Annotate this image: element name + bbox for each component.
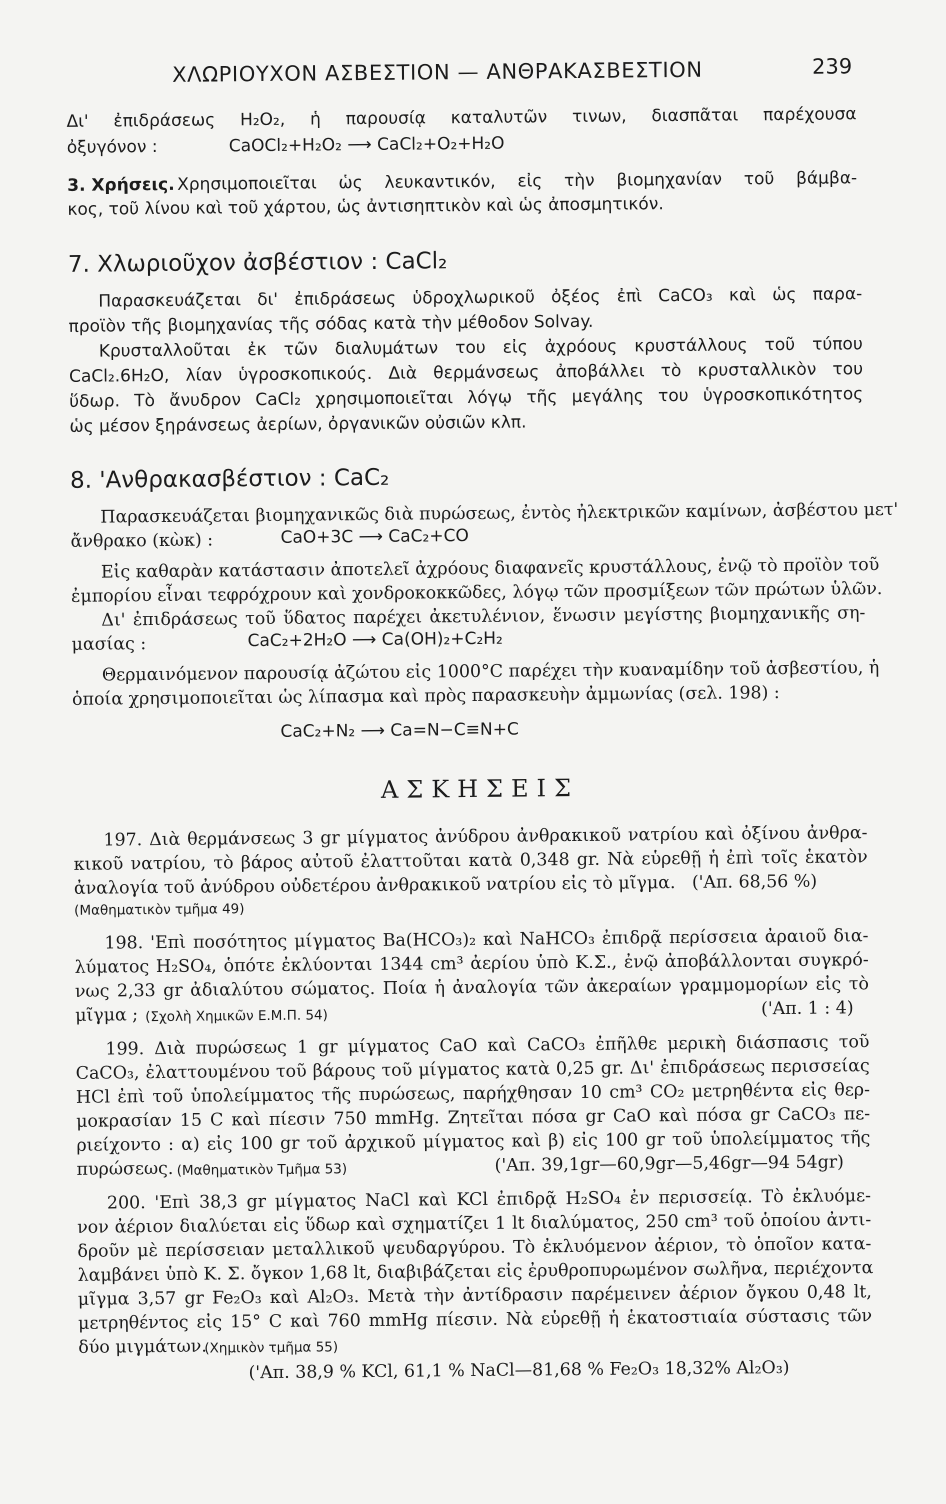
exercise-200-line: νον ἀέριον διαλύεται εἰς ὕδωρ καὶ σχηματίζει 1 lt διαλύματος, 250 cm³ τοῦ ὁποίου ἀντι-: [77, 1210, 872, 1238]
exercises-heading: ΑΣΚΗΣΕΙΣ: [380, 773, 580, 804]
exercise-197-line: ἀναλογία τοῦ ἀνύδρου οὐδετέρου ἀνθρακικοῦ νατρίου εἰς τὸ μῖγμα.: [73, 873, 676, 899]
running-header: ΧΛΩΡΙΟΥΧΟΝ ΑΣΒΕΣΤΙΟΝ — ΑΝΘΡΑΚΑΣΒΕΣΤΙΟΝ: [172, 57, 703, 87]
equation-cyanamide: CaC₂+N₂ ⟶ Ca=N−C≡N+C: [280, 719, 519, 742]
intro-line-2-text: ὀξυγόνον :: [66, 137, 158, 158]
equation-acetylene: CaC₂+2H₂O ⟶ Ca(OH)₂+C₂H₂: [247, 628, 503, 652]
section-8-p3-line-1: Δι' ἐπιδράσεως τοῦ ὕδατος παρέχει ἀκετυλένιον, ἕνωσιν μεγίστης βιομηχανικῆς ση-: [101, 603, 866, 631]
section-8-p1-line-2-text: ἄνθρακο (κὼκ) :: [70, 530, 214, 552]
section-8-p3-line-2-text: μασίας :: [71, 634, 147, 655]
exercise-198-source: (Σχολὴ Χημικῶν Ε.Μ.Π. 54): [145, 1007, 328, 1026]
section-8-p4-line-1: Θερμαινόμενον παρουσίᾳ ἀζώτου εἰς 1000°C παρέχει τὴν κυαναμίδην τοῦ ἀσβεστίου, ἡ: [101, 658, 880, 686]
section-7-line: CaCl₂.6H₂O, λίαν ὑγροσκοπικούς. Διὰ θερμάνσεως ἀποβάλλει τὸ κρυσταλλικὸν του: [68, 359, 864, 387]
exercise-197-line: κικοῦ νατρίου, τὸ βάρος αὐτοῦ ἐλαττοῦται κατὰ 0,348 gr. Νὰ εὑρεθῇ ἡ ἐπὶ τοῖς ἑκατὸν: [73, 847, 868, 875]
section-7-line: Κρυσταλλοῦται ἐκ τῶν διαλυμάτων του εἰς ἀχρόους κρυστάλλους τοῦ τύπου: [98, 334, 863, 362]
section-7-line: Παρασκευάζεται δι' ἐπιδράσεως ὑδροχλωρικοῦ ὀξέος ἐπὶ CaCO₃ καὶ ὡς παρα-: [98, 284, 863, 312]
section-7-line: ὡς μέσον ξηράνσεως ἀερίων, ὀργανικῶν οὐσιῶν κλπ.: [69, 412, 527, 437]
section-7-line: προϊὸν τῆς βιομηχανίας τῆς σόδας κατὰ τὴν μέθοδον Solvay.: [68, 311, 594, 337]
exercise-200-line: μετρηθέντος εἰς 15° C καὶ 760 mmHg πίεσιν. Νὰ εὑρεθῇ ἡ ἑκατοστιαία σύστασις τῶν: [78, 1306, 873, 1334]
section-8-p1-line-1: Παρασκευάζεται βιομηχανικῶς διὰ πυρώσεως, ἐντὸς ἠλεκτρικῶν καμίνων, ἀσβέστου μετ': [100, 499, 899, 528]
section-8-heading: 8. 'Ανθρακασβέστιον : CaC₂: [69, 464, 390, 494]
section-8-p2-line-1: Εἰς καθαρὰν κατάστασιν ἀποτελεῖ ἀχρόους διαφανεῖς κρυστάλλους, ἐνῷ τὸ προϊὸν τοῦ: [100, 555, 880, 583]
intro-equation: CaOCl₂+H₂O₂ ⟶ CaCl₂+O₂+H₂O: [228, 133, 505, 157]
exercise-200-source: (Χημικὸν τμῆμα 55): [204, 1339, 339, 1357]
exercise-199-line: CaCO₃, ἐλαττουμένου τοῦ βάρους τοῦ μίγματος κατὰ 0,25 gr. Δι' ἐπιδράσεως περισσείας: [75, 1056, 870, 1084]
exercise-198-line: 198. 'Επὶ ποσότητος μίγματος Ba(HCO₃)₂ καὶ NaHCO₃ ἐπιδρᾷ περίσσεια ἀραιοῦ δια-: [104, 926, 869, 954]
exercise-198-answer: ('Απ. 1 : 4): [761, 998, 854, 1020]
exercise-199-line: μοκρασίαν 15 C καὶ πίεσιν 750 mmHg. Ζητεῖται πόσα gr CaO καὶ πόσα gr CaCO₃ πε-: [76, 1104, 871, 1132]
equation-cac2-synthesis: CaO+3C ⟶ CaC₂+CO: [280, 526, 469, 548]
exercise-199-answer: ('Απ. 39,1gr—60,9gr—5,46gr—94 54gr): [494, 1152, 845, 1176]
exercise-200-answer: ('Απ. 38,9 % KCl, 61,1 % NaCl—81,68 % Fe₂O₃ 18,32% Al₂O₃): [248, 1357, 790, 1384]
exercise-198-line: μῖγμα ;: [75, 1005, 139, 1026]
section-8-p4-line-2: ὁποία χρησιμοποιεῖται ὡς λίπασμα καὶ πρὸς παρασκευὴν ἀμμωνίας (σελ. 198) :: [72, 683, 780, 710]
exercise-197-source: (Μαθηματικὸν τμῆμα 49): [74, 901, 245, 919]
exercise-200-line: δροῦν μὲ περίσσειαν μεταλλικοῦ ψευδαργύρου. Τὸ ἐκλυόμενον ἀέριον, τὸ ὁποῖον κατα-: [77, 1234, 872, 1262]
exercise-199-source: (Μαθηματικὸν Τμῆμα 53): [176, 1161, 348, 1179]
exercise-197-line: 197. Διὰ θερμάνσεως 3 gr μίγματος ἀνύδρου ἀνθρακικοῦ νατρίου καὶ ὀξίνου ἀνθρα-: [103, 823, 868, 851]
exercise-198-line: λύματος H₂SO₄, ὁπότε ἐκλύονται 1344 cm³ ἀερίου ὑπὸ Κ.Σ., ἐνῷ ἀποβάλλονται συγκρό-: [74, 950, 869, 978]
exercise-198-line: νως 2,33 gr ἀδιαλύτου σώματος. Ποία ἡ ἀναλογία τῶν ἀκεραίων γραμμομορίων εἰς τὸ: [74, 974, 869, 1002]
exercise-200-line: λαμβάνει ὑπὸ Κ. Σ. ὄγκον 1,68 lt, διαβιβάζεται εἰς ἐρυθροπυρωμένον σωλῆνα, περιέχοντα: [77, 1258, 874, 1286]
uses-label: 3. Χρήσεις.: [67, 174, 175, 196]
exercise-199-line: HCl ἐπὶ τοῦ ὑπολείμματος τῆς πυρώσεως, παρήχθησαν 10 cm³ CO₂ μετρηθέντα εἰς θερ-: [75, 1080, 871, 1108]
uses-line-1: Χρησιμοποιεῖται ὡς λευκαντικόν, εἰς τὴν βιομηχανίαν τοῦ βάμβα-: [177, 168, 858, 195]
section-7-heading: 7. Χλωριοῦχον ἀσβέστιον : CaCl₂: [67, 248, 448, 278]
exercise-200-line: μῖγμα 3,57 gr Fe₂O₃ καὶ Al₂O₃. Μετὰ τὴν ἀντίδρασιν παρέμεινεν ἀέριον ὄγκου 0,48 lt,: [77, 1282, 872, 1310]
exercise-199-line: ριείχοντο : α) εἰς 100 gr τοῦ ἀρχικοῦ μίγματος καὶ β) εἰς 100 gr τοῦ ὑπολείμματος τῆς: [76, 1128, 871, 1156]
exercise-199-line: 199. Διὰ πυρώσεως 1 gr μίγματος CaO καὶ CaCO₃ ἐπῆλθε μερικὴ διάσπασις τοῦ: [105, 1032, 870, 1060]
section-8-p2-line-2: ἐμπορίου εἶναι τεφρόχρουν καὶ χονδροκοκκῶδες, λόγῳ τῶν προσμίξεων τῶν πρώτων ὑλῶν.: [71, 579, 883, 607]
uses-line-2: κος, τοῦ λίνου καὶ τοῦ χάρτου, ὡς ἀντισηπτικὸν καὶ ὡς ἀποσμητικόν.: [67, 194, 664, 220]
exercise-200-line: δύο μιγμάτων.: [78, 1336, 207, 1358]
exercise-200-line: 200. 'Επὶ 38,3 gr μίγματος NaCl καὶ KCl ἐπιδρᾷ H₂SO₄ ἐν περισσείᾳ. Τὸ ἐκλυόμε-: [106, 1186, 872, 1214]
exercise-199-line: πυρώσεως.: [76, 1158, 174, 1180]
section-7-line: ὕδωρ. Τὸ ἄνυδρον CaCl₂ χρησιμοποιεῖται λόγῳ τῆς μεγάλης του ὑγροσκοπικότητος: [69, 384, 864, 412]
intro-line-1: Δι' ἐπιδράσεως H₂O₂, ἡ παρουσίᾳ καταλυτῶν τινων, διασπᾶται παρέχουσα: [66, 104, 857, 132]
page-number: 239: [811, 54, 853, 79]
exercise-197-answer: ('Απ. 68,56 %): [691, 871, 818, 893]
